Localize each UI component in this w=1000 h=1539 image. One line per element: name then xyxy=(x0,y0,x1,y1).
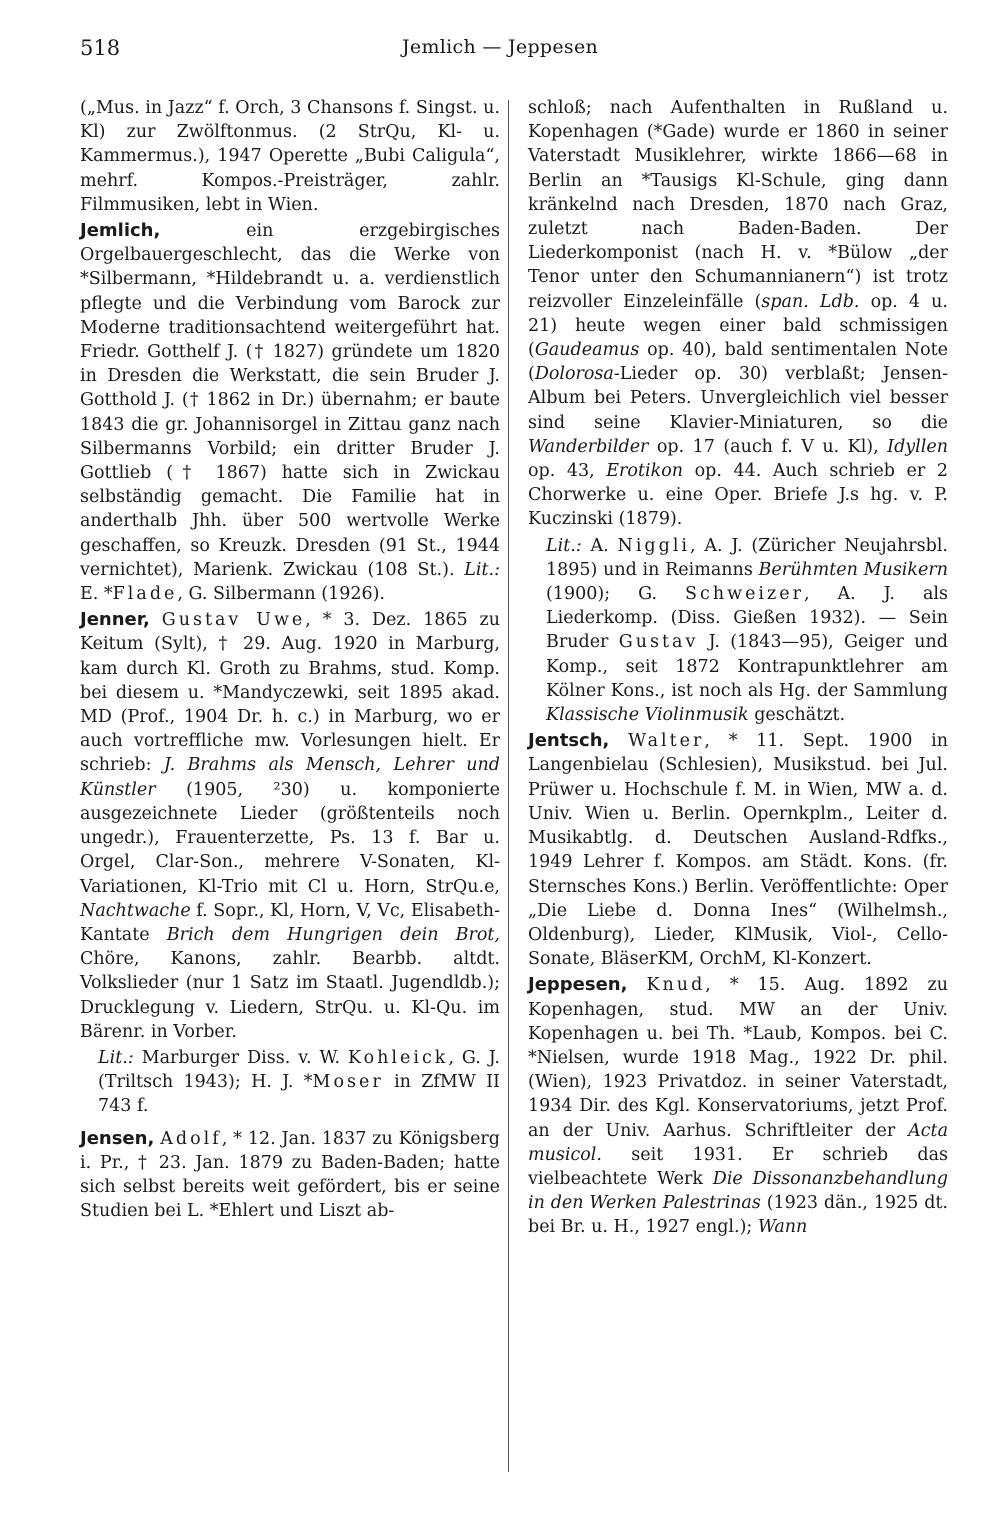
column-divider xyxy=(508,100,509,1472)
literature-jensen: Lit.: A. Niggli, A. J. (Züricher Neujahrsbl. 1895) und in Reimanns Berühmten Musikern (1900); G. Schweizer, A. J. als Liederkomp. (Diss. Gießen 1932). — Sein Bruder Gustav J. (1843—95), Geiger und Komp., seit 1872 Kontrapunktlehrer am Kölner Kons., ist noch als Hg. der Sammlung Klassische Violinmusik geschätzt. xyxy=(546,535,948,726)
running-head: Jemlich — Jeppesen xyxy=(402,36,599,58)
page-header xyxy=(80,36,960,66)
entry-jeppesen: Jeppesen, Knud, * 15. Aug. 1892 zu Kopenhagen, stud. MW an der Univ. Kopenhagen u. bei Th. *Laub, Kompos. bei C. *Nielsen, wurde 1918 Mag., 1922 Dr. phil. (Wien), 1923 Privatdoz. in seiner Vaterstadt, 1934 Dir. des Kgl. Konservatoriums, jetzt Prof. an der Univ. Aarhus. Schriftleiter der Acta musicol. seit 1931. Er schrieb das vielbeachtete Werk Die Dissonanzbehandlung in den Werken Palestrinas (1923 dän., 1925 dt. bei Br. u. H., 1927 engl.); Wann xyxy=(528,974,948,1238)
entry-jemlich: Jemlich, ein erzgebirgisches Orgelbauergeschlecht, das die Werke von *Silbermann, *Hildebrandt u. a. verdienstlich pflegte und die Verbindung vom Barock zur Moderne traditionsachtend weitergeführt hat. Friedr. Gotthelf J. († 1827) gründete um 1820 in Dresden die Werkstatt, die sein Bruder J. Gotthold J. († 1862 in Dr.) übernahm; er baute 1843 die gr. Johannisorgel in Zittau ganz nach Silbermanns Vorbild; ein dritter Bruder J. Gottlieb († 1867) hatte sich in Zwickau selbständig gemacht. Die Familie hat in anderthalb Jhh. über 500 wertvolle Werke geschaffen, so Kreuzk. Dresden (91 St., 1944 vernichtet), Marienk. Zwickau (108 St.). Lit.: E. *Flade, G. Silbermann (1926). xyxy=(80,220,500,605)
headword: Jentsch, xyxy=(528,730,610,752)
entry-jentsch: Jentsch, Walter, * 11. Sept. 1900 in Langenbielau (Schlesien), Musikstud. bei Jul. Prüwer u. Hochschule f. M. in Wien, MW a. d. Univ. Wien u. Berlin. Opernkplm., Leiter d. Musikabtlg. d. Deutschen Ausland-Rdfks., 1949 Lehrer f. Kompos. am Städt. Kons. (fr. Sternsches Kons.) Berlin. Veröffentlichte: Oper „Die Liebe d. Donna Ines“ (Wilhelmsh., Oldenburg), Lieder, KlMusik, Viol-, Cello-Sonate, BläserKM, OrchM, Kl-Konzert. xyxy=(528,730,948,970)
headword: Jensen, xyxy=(80,1127,155,1149)
headword: Jemlich, xyxy=(80,220,161,242)
right-column xyxy=(528,96,948,1242)
continuation-paragraph: („Mus. in Jazz“ f. Orch, 3 Chansons f. Singst. u. Kl) zur Zwölftonmus. (2 StrQu, Kl- u. Kammermus.), 1947 Operette „Bubi Caligula“, mehrf. Kompos.-Preisträger, zahlr. Filmmusiken, lebt in Wien. xyxy=(80,98,500,215)
entry-jenner: Jenner, Gustav Uwe, * 3. Dez. 1865 zu Keitum (Sylt), † 29. Aug. 1920 in Marburg, kam durch Kl. Groth zu Brahms, stud. Komp. bei diesem u. *Mandyczewki, seit 1895 akad. MD (Prof., 1904 Dr. h. c.) in Marburg, wo er auch vortreffliche mw. Vorlesungen hielt. Er schrieb: J. Brahms als Mensch, Lehrer und Künstler (1905, ²30) u. komponierte ausgezeichnete Lieder (größtenteils noch ungedr.), Frauenterzette, Ps. 13 f. Bar u. Orgel, Clar-Son., mehrere V-Sonaten, Kl-Variationen, Kl-Trio mit Cl u. Horn, StrQu.e, Nachtwache f. Sopr., Kl, Horn, V, Vc, Elisabeth-Kantate Brich dem Hungrigen dein Brot, Chöre, Kanons, zahlr. Bearbb. altdt. Volkslieder (nur 1 Satz im Staatl. Jugendldb.); Drucklegung v. Liedern, StrQu. u. Kl-Qu. im Bärenr. in Vorber. xyxy=(80,609,500,1042)
left-column xyxy=(80,96,500,1225)
entry-jensen-continued: schloß; nach Aufenthalten in Rußland u. Kopenhagen (*Gade) wurde er 1860 in seiner Vaterstadt Musiklehrer, wirkte 1866—68 in Berlin an *Tausigs Kl-Schule, ging dann kränkelnd nach Dresden, 1870 nach Graz, zuletzt nach Baden-Baden. Der Liederkomponist (nach H. v. *Bülow „der Tenor unter den Schumannianern“) ist trotz reizvoller Einzeleinfälle (span. Ldb. op. 4 u. 21) heute wegen einer bald schmissigen (Gaudeamus op. 40), bald sentimentalen Note (Dolorosa-Lieder op. 30) verblaßt; Jensen-Album bei Peters. Unvergleichlich viel besser sind seine Klavier-Miniaturen, so die Wanderbilder op. 17 (auch f. V u. Kl), Idyllen op. 43, Erotikon op. 44. Auch schrieb er 2 Chorwerke u. eine Oper. Briefe J.s hg. v. P. Kuczinski (1879). xyxy=(528,98,948,530)
headword: Jeppesen, xyxy=(528,974,628,996)
literature-jenner: Lit.: Marburger Diss. v. W. Kohleick, G. J. (Triltsch 1943); H. J. *Moser in ZfMW II 743 f. xyxy=(98,1047,500,1117)
headword: Jenner, xyxy=(80,609,150,631)
page-number: 518 xyxy=(80,36,121,60)
entry-jensen: Jensen, Adolf, * 12. Jan. 1837 zu Königsberg i. Pr., † 23. Jan. 1879 zu Baden-Baden; hatte sich selbst bereits weit gefördert, bis er seine Studien bei L. *Ehlert und Liszt ab- xyxy=(80,1127,500,1222)
